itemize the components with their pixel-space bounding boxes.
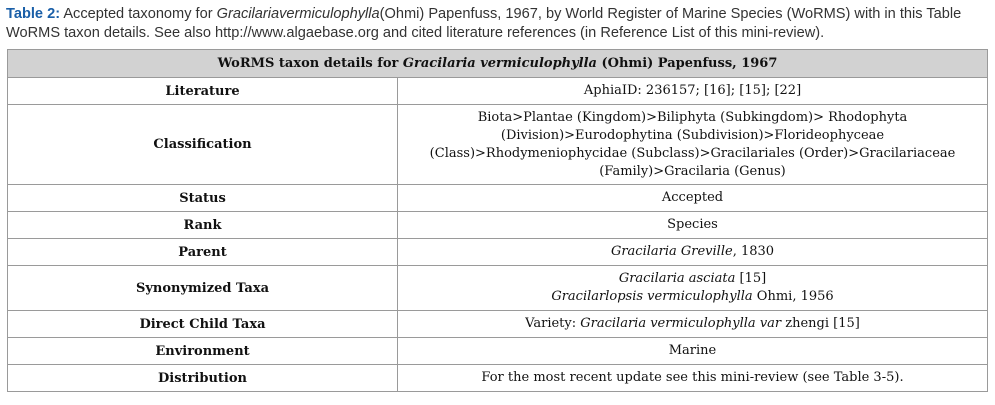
row-label: Environment bbox=[8, 338, 398, 365]
row-label: Rank bbox=[8, 212, 398, 239]
table-caption bbox=[6, 5, 991, 43]
row-label: Direct Child Taxa bbox=[8, 311, 398, 338]
child-prefix: Variety: bbox=[525, 316, 581, 331]
table-row-classification bbox=[8, 105, 988, 185]
caption-label: Table 2: bbox=[6, 6, 61, 22]
row-value bbox=[398, 105, 988, 185]
classification-line: (Class)>Rhodymeniophycidae (Subclass)>Gracilariales (Order)>Gracilariaceae bbox=[429, 145, 956, 161]
row-value: Species bbox=[398, 212, 988, 239]
table-row-distribution bbox=[8, 365, 988, 392]
row-value bbox=[398, 311, 988, 338]
row-value: Accepted bbox=[398, 185, 988, 212]
header-species: Gracilaria vermiculophylla bbox=[402, 56, 597, 71]
table-row-rank bbox=[8, 212, 988, 239]
row-label: Distribution bbox=[8, 365, 398, 392]
parent-italic: Gracilaria Greville bbox=[610, 244, 733, 259]
synonym-rest: Ohmi, 1956 bbox=[752, 289, 834, 304]
child-italic: Gracilaria vermiculophylla var bbox=[580, 316, 782, 331]
classification-line: (Family)>Gracilaria (Genus) bbox=[599, 163, 786, 179]
synonym-italic: Gracilarlopsis vermiculophylla bbox=[551, 289, 753, 304]
synonym-italic: Gracilaria asciata bbox=[618, 271, 736, 286]
child-rest: zhengi [15] bbox=[781, 316, 860, 331]
table-row-synonymized bbox=[8, 266, 988, 311]
table-row-literature bbox=[8, 78, 988, 105]
row-value: Marine bbox=[398, 338, 988, 365]
parent-rest: , 1830 bbox=[732, 244, 775, 259]
caption-text-1: Accepted taxonomy for bbox=[60, 6, 217, 22]
table-header-row bbox=[8, 50, 988, 78]
row-label: Parent bbox=[8, 239, 398, 266]
caption-text-2: (Ohmi) Papenfuss, 1967, by World Register of Marine Species (WoRMS) with in this Table WoRMS taxon details. See also http://www.algaebase.org and cited literature references (in Reference List of this mini-review). bbox=[6, 6, 962, 41]
row-label: Synonymized Taxa bbox=[8, 266, 398, 311]
row-label: Classification bbox=[8, 105, 398, 185]
taxonomy-table bbox=[7, 49, 988, 392]
row-label: Literature bbox=[8, 78, 398, 105]
table-row-status bbox=[8, 185, 988, 212]
row-value: For the most recent update see this mini-review (see Table 3-5). bbox=[398, 365, 988, 392]
row-value: AphiaID: 236157; [16]; [15]; [22] bbox=[398, 78, 988, 105]
table-row-direct-child bbox=[8, 311, 988, 338]
classification-line: (Division)>Eurodophytina (Subdivision)>Florideophyceae bbox=[500, 127, 885, 143]
table-row-parent bbox=[8, 239, 988, 266]
table-row-environment bbox=[8, 338, 988, 365]
synonym-rest: [15] bbox=[735, 271, 767, 286]
classification-line: Biota>Plantae (Kingdom)>Biliphyta (Subkingdom)> Rhodophyta bbox=[477, 109, 908, 125]
header-prefix: WoRMS taxon details for bbox=[217, 56, 403, 71]
row-value bbox=[398, 239, 988, 266]
row-value bbox=[398, 266, 988, 311]
caption-species: Gracilariavermiculophylla bbox=[216, 6, 380, 22]
header-suffix: (Ohmi) Papenfuss, 1967 bbox=[596, 56, 778, 71]
row-label: Status bbox=[8, 185, 398, 212]
table-header bbox=[8, 50, 988, 78]
